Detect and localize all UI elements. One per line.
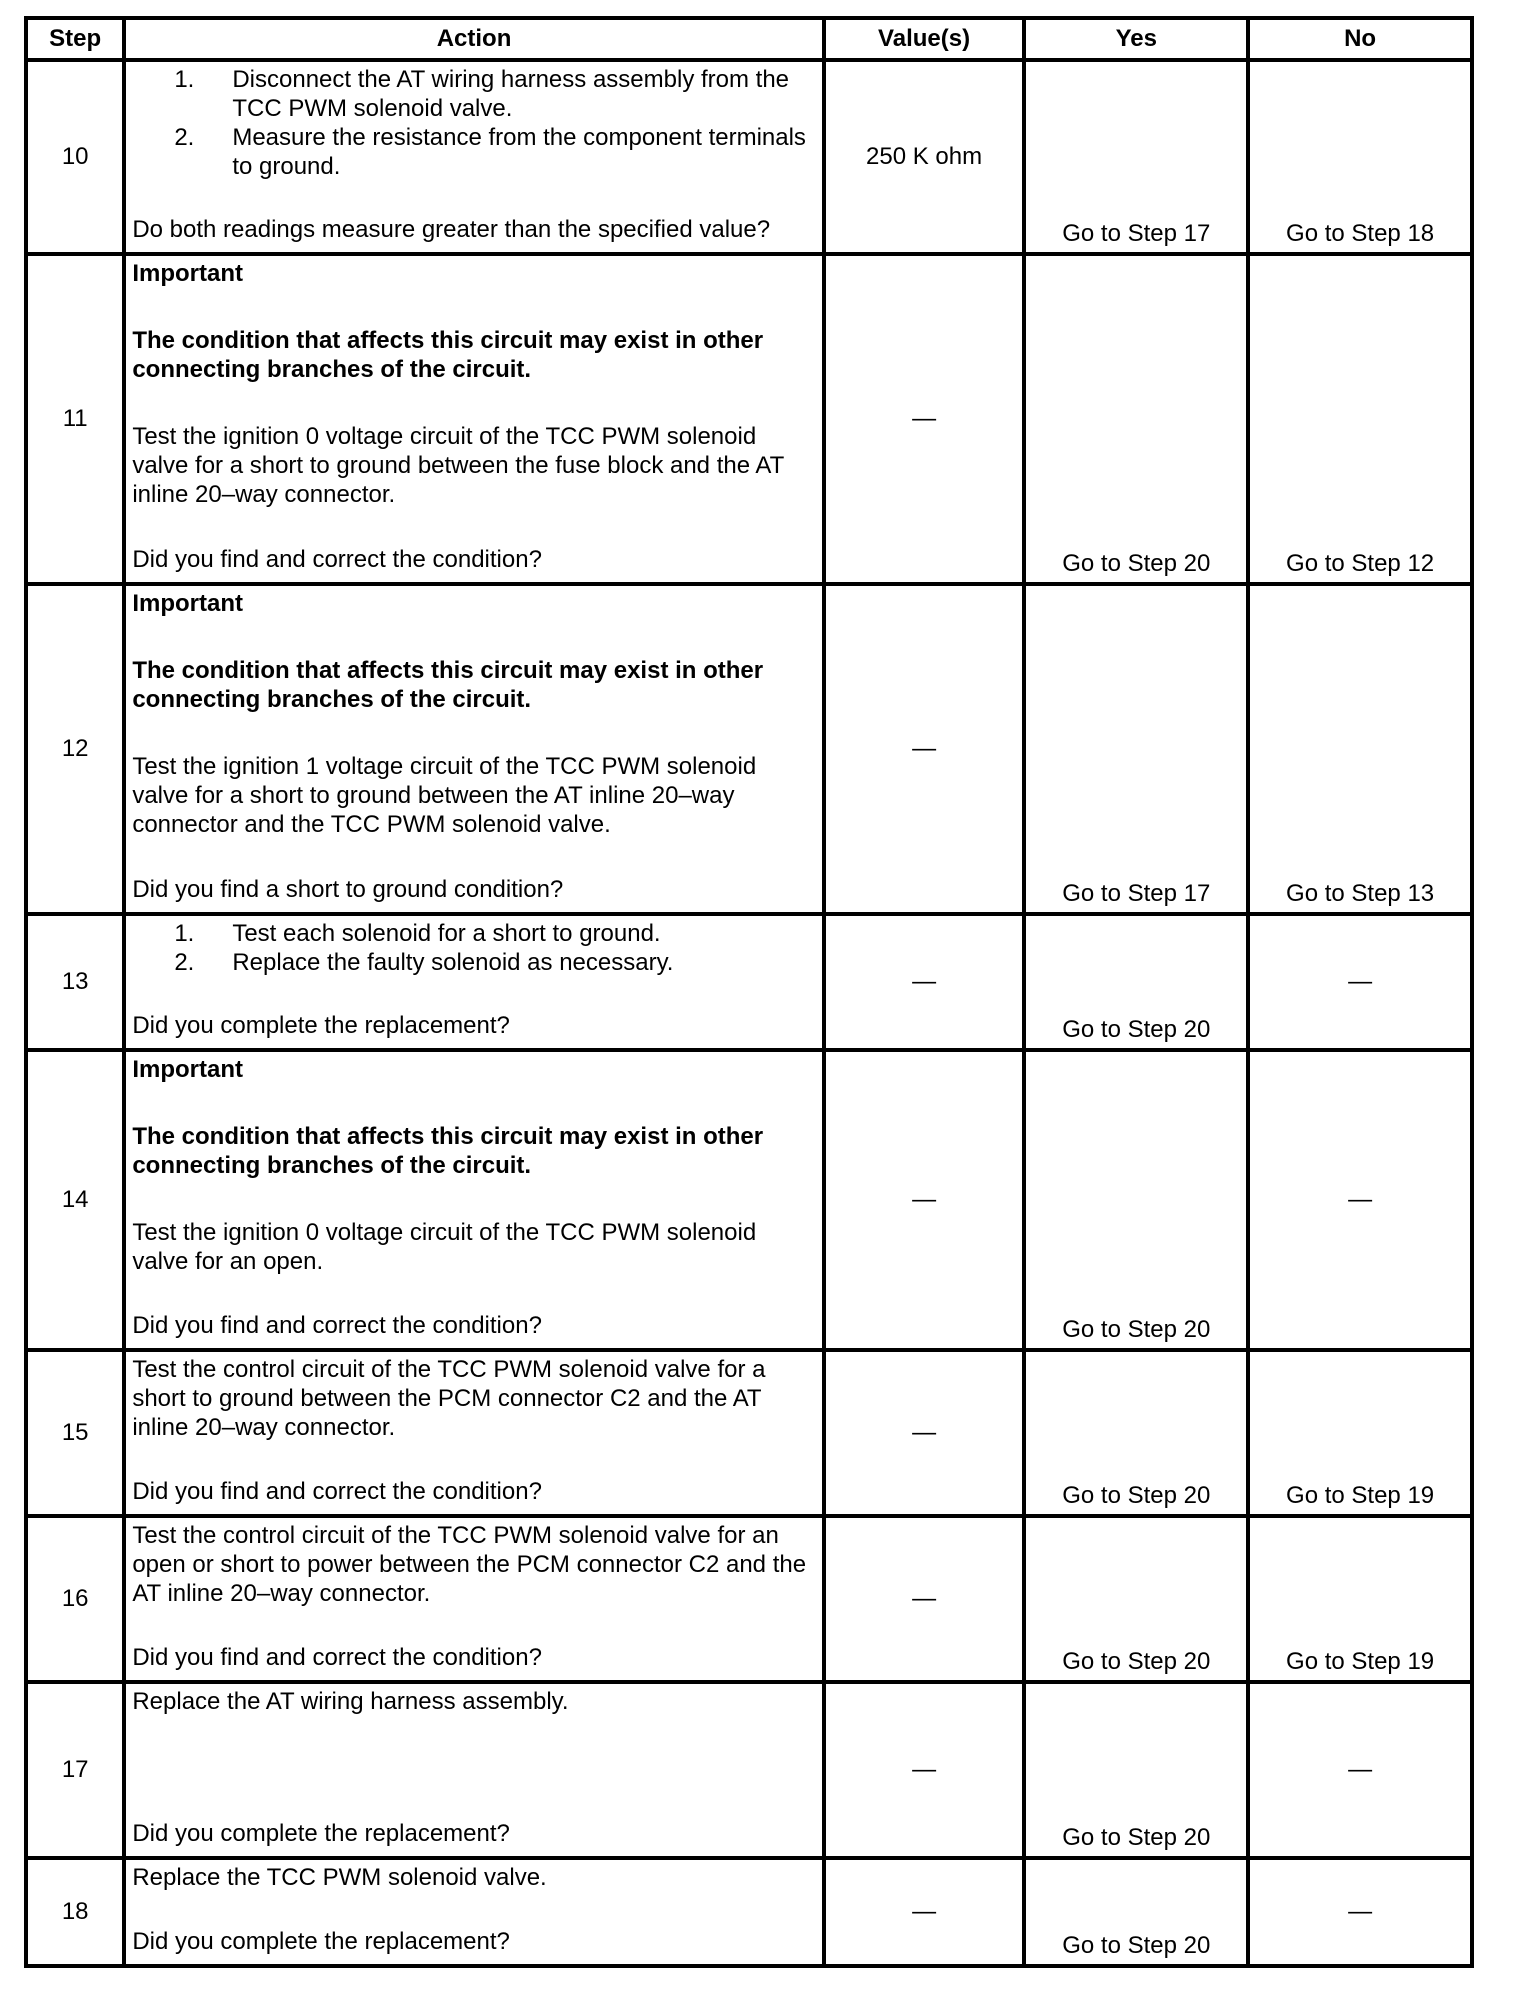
action-block	[132, 1355, 815, 1506]
table-row	[26, 1858, 1472, 1966]
yes-cell: Go to Step 20	[1024, 1858, 1248, 1966]
table-row	[26, 1350, 1472, 1516]
value-cell: —	[824, 914, 1025, 1050]
action-question: Did you complete the replacement?	[132, 1012, 510, 1039]
important-label: Important	[132, 590, 243, 617]
step-cell: 14	[26, 1050, 124, 1350]
no-cell: —	[1248, 1858, 1472, 1966]
action-text: Test the ignition 1 voltage circuit of the TCC PWM solenoid valve for a short to ground between the AT inline 20–way connector and the TCC PWM solenoid valve.	[132, 753, 757, 838]
action-step-number: 1.	[174, 66, 195, 93]
action-step-text: Test each solenoid for a short to ground.	[232, 920, 661, 947]
step-cell: 16	[26, 1516, 124, 1682]
header-values: Value(s)	[824, 18, 1025, 60]
action-question: Did you find a short to ground condition?	[132, 876, 564, 903]
yes-cell: Go to Step 17	[1024, 60, 1248, 254]
action-step-number: 2.	[174, 124, 195, 151]
important-note: The condition that affects this circuit may exist in other connecting branches of the circuit.	[132, 1123, 764, 1179]
action-text: Replace the AT wiring harness assembly.	[132, 1688, 569, 1715]
yes-cell: Go to Step 20	[1024, 914, 1248, 1050]
action-block	[132, 65, 815, 244]
action-step	[132, 123, 815, 181]
action-text: Replace the TCC PWM solenoid valve.	[132, 1864, 547, 1891]
action-cell	[124, 914, 823, 1050]
action-question: Did you complete the replacement?	[132, 1820, 510, 1847]
action-question: Did you find and correct the condition?	[132, 1478, 542, 1505]
action-top	[132, 589, 815, 839]
action-step	[132, 919, 815, 948]
table-row	[26, 1516, 1472, 1682]
important-note: The condition that affects this circuit may exist in other connecting branches of the circuit.	[132, 657, 764, 713]
step-cell: 15	[26, 1350, 124, 1516]
step-cell: 17	[26, 1682, 124, 1858]
value-cell: —	[824, 1858, 1025, 1966]
no-cell: —	[1248, 1050, 1472, 1350]
no-cell: Go to Step 19	[1248, 1350, 1472, 1516]
action-cell	[124, 1050, 823, 1350]
table-row	[26, 914, 1472, 1050]
action-block	[132, 589, 815, 904]
action-cell	[124, 254, 823, 584]
action-steps	[132, 919, 815, 977]
action-question: Did you complete the replacement?	[132, 1928, 510, 1955]
action-top	[132, 1687, 815, 1716]
yes-cell: Go to Step 20	[1024, 254, 1248, 584]
no-cell: —	[1248, 1682, 1472, 1858]
step-cell: 12	[26, 584, 124, 914]
action-step-text: Disconnect the AT wiring harness assembly from the TCC PWM solenoid valve.	[232, 66, 790, 122]
action-top	[132, 1055, 815, 1276]
table-row	[26, 584, 1472, 914]
step-cell: 11	[26, 254, 124, 584]
no-cell: Go to Step 12	[1248, 254, 1472, 584]
table-row	[26, 60, 1472, 254]
diagnostic-table	[24, 16, 1474, 1968]
action-block	[132, 1863, 815, 1956]
no-cell: Go to Step 19	[1248, 1516, 1472, 1682]
action-step-text: Measure the resistance from the component terminals to ground.	[232, 124, 806, 180]
yes-cell: Go to Step 20	[1024, 1682, 1248, 1858]
value-cell: —	[824, 254, 1025, 584]
action-block	[132, 919, 815, 1040]
header-action: Action	[124, 18, 823, 60]
action-question: Did you find and correct the condition?	[132, 1312, 542, 1339]
no-cell: —	[1248, 914, 1472, 1050]
table-row	[26, 1682, 1472, 1858]
action-block	[132, 259, 815, 574]
important-label: Important	[132, 1056, 243, 1083]
action-cell	[124, 1350, 823, 1516]
header-row	[26, 18, 1472, 60]
action-step-text: Replace the faulty solenoid as necessary.	[232, 949, 674, 976]
action-top	[132, 65, 815, 181]
action-step-number: 1.	[174, 920, 195, 947]
value-cell: —	[824, 1682, 1025, 1858]
action-question: Do both readings measure greater than the specified value?	[132, 216, 771, 243]
action-cell	[124, 1516, 823, 1682]
table-row	[26, 254, 1472, 584]
table-body	[26, 60, 1472, 1966]
yes-cell: Go to Step 20	[1024, 1516, 1248, 1682]
action-top	[132, 1863, 815, 1892]
step-cell: 18	[26, 1858, 124, 1966]
value-cell: 250 K ohm	[824, 60, 1025, 254]
action-cell	[124, 1682, 823, 1858]
header-step: Step	[26, 18, 124, 60]
step-cell: 13	[26, 914, 124, 1050]
value-cell: —	[824, 1050, 1025, 1350]
action-top	[132, 1521, 815, 1608]
action-step-number: 2.	[174, 949, 195, 976]
action-text: Test the ignition 0 voltage circuit of the TCC PWM solenoid valve for an open.	[132, 1219, 757, 1275]
action-block	[132, 1055, 815, 1340]
action-question: Did you find and correct the condition?	[132, 1644, 542, 1671]
action-text: Test the ignition 0 voltage circuit of the TCC PWM solenoid valve for a short to ground between the fuse block and the AT inline 20–way connector.	[132, 423, 784, 508]
value-cell: —	[824, 1516, 1025, 1682]
value-cell: —	[824, 1350, 1025, 1516]
action-top	[132, 919, 815, 977]
action-block	[132, 1687, 815, 1848]
header-no: No	[1248, 18, 1472, 60]
action-text: Test the control circuit of the TCC PWM solenoid valve for a short to ground between the PCM connector C2 and the AT inline 20–way connector.	[132, 1356, 766, 1441]
action-text: Test the control circuit of the TCC PWM solenoid valve for an open or short to power between the PCM connector C2 and the AT inline 20–way connector.	[132, 1522, 807, 1607]
no-cell: Go to Step 18	[1248, 60, 1472, 254]
value-cell: —	[824, 584, 1025, 914]
action-cell	[124, 584, 823, 914]
yes-cell: Go to Step 20	[1024, 1350, 1248, 1516]
action-top	[132, 1355, 815, 1442]
yes-cell: Go to Step 17	[1024, 584, 1248, 914]
no-cell: Go to Step 13	[1248, 584, 1472, 914]
yes-cell: Go to Step 20	[1024, 1050, 1248, 1350]
step-cell: 10	[26, 60, 124, 254]
action-block	[132, 1521, 815, 1672]
action-question: Did you find and correct the condition?	[132, 546, 542, 573]
action-step	[132, 65, 815, 123]
action-cell	[124, 60, 823, 254]
action-step	[132, 948, 815, 977]
action-cell	[124, 1858, 823, 1966]
table-row	[26, 1050, 1472, 1350]
important-label: Important	[132, 260, 243, 287]
header-yes: Yes	[1024, 18, 1248, 60]
action-top	[132, 259, 815, 509]
action-steps	[132, 65, 815, 181]
important-note: The condition that affects this circuit may exist in other connecting branches of the circuit.	[132, 327, 764, 383]
